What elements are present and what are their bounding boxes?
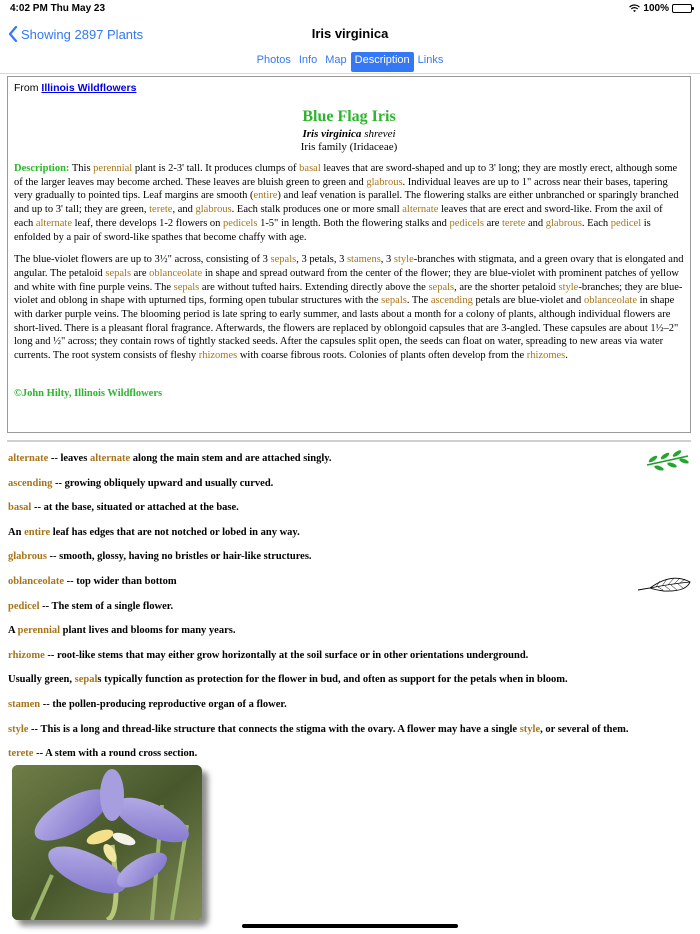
text-run: in shape with darker purple veins. The blooming period is late spring to early summer, and lasts about a month for a colony of plants, although individual flowers are short-lived. There is a pleasant floral fragrance. Afterwards, the flowers are replaced by oblongoid capsules that are 3-angled. These capsules are about 1½–2" long and ½" across; they contain rows of tightly stacked seeds. After the capsules split open, the seeds can float on water, spreading to new areas via water currents. The root system consists of fleshy bbox=[14, 295, 679, 362]
glossary-term[interactable]: pedicels bbox=[223, 217, 258, 229]
glossary-term[interactable]: sepals bbox=[381, 295, 407, 307]
glossary-term[interactable]: stamen bbox=[8, 698, 41, 710]
glossary-term[interactable]: pedicel bbox=[8, 600, 40, 612]
status-right bbox=[629, 3, 692, 14]
glossary-entry bbox=[8, 475, 688, 500]
glossary-entry bbox=[8, 721, 688, 746]
text-run: -branches with stigmata, and a green ovary that is elongated and angular. The petaloid bbox=[14, 254, 684, 279]
glossary-term[interactable]: basal bbox=[299, 163, 321, 174]
glossary-term[interactable]: perennial bbox=[17, 625, 61, 637]
scientific-name bbox=[14, 128, 684, 140]
text-run: leaf, there develops 1-2 flowers on bbox=[72, 217, 224, 229]
glossary-term[interactable]: glabrous bbox=[545, 217, 582, 229]
tab-divider bbox=[0, 73, 700, 74]
glossary-term[interactable]: terete bbox=[502, 217, 526, 229]
text-run: . bbox=[565, 350, 568, 362]
text-run: , 3 bbox=[380, 254, 394, 266]
text-run: . Individual leaves are up to 1" across near their bases, tapering very gradually to pointed tips. Leaf margins are smooth ( bbox=[14, 176, 668, 202]
glossary-term[interactable]: sepals bbox=[428, 281, 455, 293]
text-run: leaves that are sword-shaped and up to 3' long; they are mostly erect, although some of the larger leaves may become arched. These leaves are bluish green to green and bbox=[14, 163, 678, 188]
text-run: A bbox=[8, 625, 18, 637]
text-run: , 3 petals, 3 bbox=[296, 254, 347, 266]
home-indicator bbox=[242, 924, 458, 928]
source-line bbox=[14, 82, 684, 94]
battery-icon bbox=[672, 4, 692, 13]
navigation-bar bbox=[0, 18, 700, 50]
text-run: -- leaves bbox=[48, 453, 90, 464]
glossary-term[interactable]: glabrous bbox=[8, 551, 47, 563]
glossary-term[interactable]: sepals bbox=[173, 281, 200, 293]
text-run: and bbox=[525, 217, 546, 229]
glossary-term[interactable]: glabrous bbox=[195, 204, 232, 216]
tab-bar bbox=[0, 52, 700, 72]
text-run: , are the shorter petaloid bbox=[454, 281, 559, 293]
text-run: . Each stalk produces one or more small bbox=[231, 204, 403, 216]
glossary-term[interactable]: pedicel bbox=[610, 217, 642, 229]
text-run: . The bbox=[406, 295, 431, 307]
glossary-term[interactable]: sepals bbox=[270, 254, 297, 266]
glossary-entry bbox=[8, 598, 688, 623]
text-run: The blue-violet flowers are up to 3½" across, consisting of 3 bbox=[14, 254, 271, 266]
tab-info[interactable]: Info bbox=[298, 54, 318, 66]
glossary-term[interactable]: basal bbox=[8, 502, 32, 514]
glossary-term[interactable]: entire bbox=[253, 190, 278, 202]
source-link[interactable]: Illinois Wildflowers bbox=[41, 82, 137, 94]
glossary-term[interactable]: rhizomes bbox=[198, 350, 238, 362]
text-run: are without tufted hairs. Extending directly above the bbox=[199, 281, 429, 293]
glossary-entry bbox=[8, 573, 688, 598]
glossary-term[interactable]: rhizome bbox=[8, 649, 45, 661]
glossary-entry bbox=[8, 647, 688, 672]
glossary-term[interactable]: terete bbox=[149, 204, 173, 216]
wifi-icon bbox=[629, 4, 640, 13]
text-run: -- root-like stems that may either grow horizontally at the soil surface or in other orientations underground. bbox=[44, 649, 529, 661]
text-run: This bbox=[71, 163, 94, 174]
text-run: An bbox=[8, 526, 25, 538]
glossary-term[interactable]: rhizomes bbox=[526, 350, 566, 362]
battery-percent: 100% bbox=[643, 3, 669, 14]
glossary-entry bbox=[8, 671, 688, 696]
description-label: Description: bbox=[14, 163, 70, 174]
glossary-term[interactable]: style bbox=[393, 254, 414, 266]
text-run: in shape and spread outward from the center of the flower; they are blue-violet with prominent patches of yellow and white with fine purple veins. The bbox=[14, 267, 679, 293]
description-paragraph-1 bbox=[14, 162, 684, 244]
text-run: -- The stem of a single flower. bbox=[39, 600, 174, 612]
description-paragraph-2 bbox=[14, 253, 684, 363]
glossary-term[interactable]: entire bbox=[24, 526, 51, 538]
status-time: 4:02 PM Thu May 23 bbox=[10, 3, 106, 14]
alternate-leaves-icon bbox=[644, 450, 690, 472]
text-run: -- growing obliquely upward and usually curved. bbox=[52, 477, 274, 489]
text-run: with coarse fibrous roots. Colonies of plants often develop from the bbox=[237, 350, 527, 362]
text-run: . Each bbox=[581, 217, 611, 229]
glossary-term[interactable]: stamens bbox=[346, 254, 381, 266]
text-run: -- A stem with a round cross section. bbox=[33, 748, 198, 760]
text-run: -- This is a long and thread-like structure that connects the stigma with the ovary. A flower may have a single bbox=[28, 723, 520, 735]
glossary-term[interactable]: ascending bbox=[8, 477, 53, 489]
glossary-term[interactable]: oblanceolate bbox=[149, 267, 203, 279]
text-run: -branches; they are blue-violet and oblong in shape with upturned tips, forming open tubular structures with the bbox=[14, 281, 683, 307]
glossary-term[interactable]: alternate bbox=[35, 217, 72, 229]
text-run: , and bbox=[172, 204, 196, 216]
text-run: -- the pollen-producing reproductive organ of a flower. bbox=[40, 698, 287, 710]
glossary-term[interactable]: pedicels bbox=[449, 217, 484, 229]
page-title: Iris virginica bbox=[311, 26, 389, 41]
oblanceolate-leaf-icon bbox=[636, 574, 692, 596]
source-prefix: From bbox=[14, 82, 42, 94]
glossary-term[interactable]: glabrous bbox=[366, 176, 403, 188]
variety: shrevei bbox=[361, 128, 396, 140]
glossary-list bbox=[8, 450, 688, 770]
glossary-term[interactable]: style bbox=[8, 723, 29, 735]
plant-photo[interactable] bbox=[12, 765, 202, 920]
tab-links[interactable]: Links bbox=[417, 54, 444, 66]
glossary-entry bbox=[8, 696, 688, 721]
text-run: -- top wider than bottom bbox=[64, 575, 177, 587]
glossary-term[interactable]: alternate bbox=[89, 453, 131, 464]
glossary-term[interactable]: oblanceolate bbox=[583, 295, 637, 307]
text-run: is enfolded by a pair of sword-like spathes that become chaffy with age. bbox=[14, 217, 651, 243]
text-run: s typically function as protection for the flower in bud, and often as support for the petals when in bloom. bbox=[97, 674, 568, 686]
text-run: Usually green, bbox=[8, 674, 75, 686]
text-run: are bbox=[131, 267, 150, 279]
glossary-term[interactable]: sepal bbox=[74, 674, 98, 686]
plant-family: Iris family (Iridaceae) bbox=[300, 141, 398, 153]
text-run: leaves that are erect and sword-like. From the axil of each bbox=[14, 204, 663, 229]
glossary-term[interactable]: perennial bbox=[93, 163, 133, 174]
glossary-term[interactable]: ascending bbox=[430, 295, 473, 307]
glossary-entry bbox=[8, 450, 688, 475]
tab-map[interactable]: Map bbox=[325, 54, 347, 66]
text-run: , or several of them. bbox=[540, 723, 629, 735]
text-run: leaf has edges that are not notched or lobed in any way. bbox=[50, 526, 300, 538]
glossary-term[interactable]: alternate bbox=[8, 453, 49, 464]
text-run: are bbox=[483, 217, 503, 229]
glossary-term[interactable]: style bbox=[558, 281, 579, 293]
glossary-term[interactable]: style bbox=[519, 723, 541, 735]
section-divider bbox=[7, 440, 691, 442]
glossary-entry bbox=[8, 524, 688, 549]
glossary-entry bbox=[8, 499, 688, 524]
back-button-label: Showing 2897 Plants bbox=[21, 26, 144, 42]
description-box bbox=[7, 76, 691, 433]
text-run: plant is 2-3' tall. It produces clumps of bbox=[132, 163, 300, 174]
text-run: plant lives and blooms for many years. bbox=[60, 625, 236, 637]
glossary-term[interactable]: terete bbox=[8, 748, 34, 760]
text-run: along the main stem and are attached singly. bbox=[130, 453, 332, 464]
text-run: -- at the base, situated or attached at the base. bbox=[31, 502, 239, 514]
glossary-entry bbox=[8, 622, 688, 647]
text-run: ) and leaf venation is parallel. The flowering stalks are either unbranched or sparingly branched and up to 3' tall; they are green, bbox=[14, 190, 679, 216]
common-name: Blue Flag Iris bbox=[302, 108, 396, 125]
glossary-entry bbox=[8, 548, 688, 573]
text-run: 1-5" in length. Both the flowering stalks and bbox=[257, 217, 450, 229]
genus-species: Iris virginica bbox=[302, 128, 362, 140]
tab-photos[interactable]: Photos bbox=[256, 54, 291, 66]
tab-description[interactable]: Description bbox=[351, 52, 414, 72]
glossary-term[interactable]: oblanceolate bbox=[8, 575, 64, 587]
glossary-term[interactable]: sepals bbox=[105, 267, 132, 279]
text-run: -- smooth, glossy, having no bristles or hair-like structures. bbox=[46, 551, 312, 563]
photo-credit: ©John Hilty, Illinois Wildflowers bbox=[14, 387, 163, 399]
glossary-term[interactable]: alternate bbox=[402, 204, 439, 216]
text-run: petals are blue-violet and bbox=[472, 295, 584, 307]
status-bar bbox=[0, 0, 700, 18]
